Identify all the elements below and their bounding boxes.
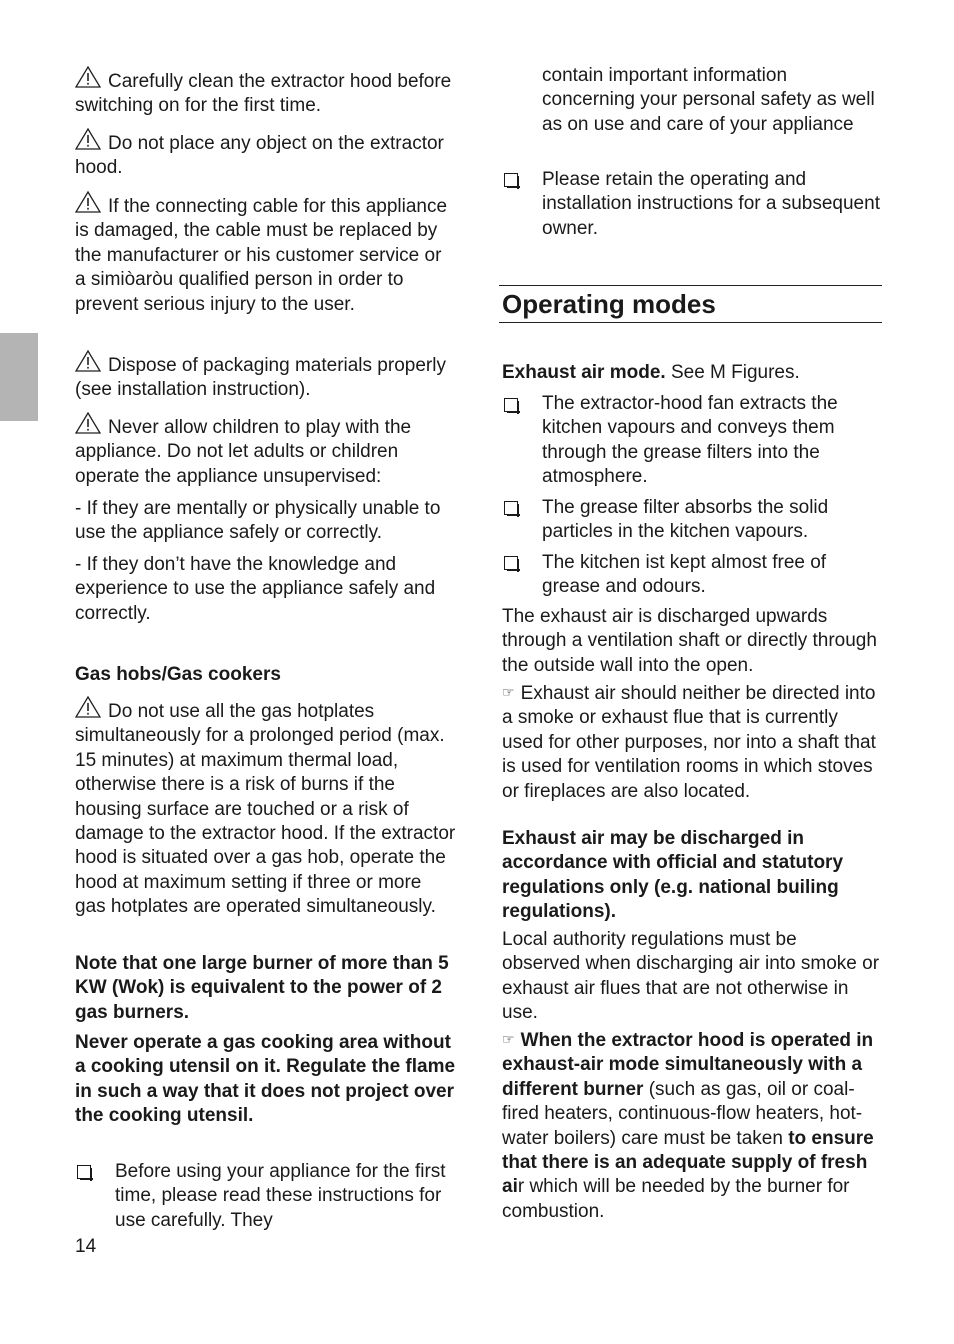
warning-children: Never allow children to play with the appliance. Do not let adults or children operate the appliance unsupervised:	[75, 412, 457, 489]
list-item-text: Please retain the operating and installation instructions for a subsequent owner.	[542, 169, 880, 239]
warning-gas-hotplates: Do not use all the gas hotplates simultaneously for a prolonged period (max. 15 minutes) at maximum thermal load, otherwise there is a risk of burns if the housing surface are touched or a risk of damage to the extractor hood. If the extractor hood is situated over a gas hob, operate the hood at maximum setting if three or more gas hotplates are operated simultaneously.	[75, 696, 457, 920]
page-number: 14	[75, 1236, 97, 1257]
checkbox-bullet-icon	[77, 1165, 91, 1179]
list-item-text: The extractor-hood fan extracts the kitchen vapours and conveys them through the grease filters into the atmosphere.	[542, 393, 838, 488]
exhaust-regulations-note: Exhaust air may be discharged in accordance with official and statutory regulations only (e.g. national builing regulations).	[502, 828, 844, 923]
exhaust-air-mode: Exhaust air mode. See M Figures.	[502, 362, 800, 383]
note-wok-burner: Note that one large burner of more than 5 KW (Wok) is equivalent to the power of 2 gas burners.	[75, 953, 449, 1023]
warning-triangle-icon	[75, 412, 101, 434]
condition-mental: - If they are mentally or physically unable to use the appliance safely or correctly.	[75, 498, 441, 544]
section-heading-operating-modes	[499, 285, 882, 323]
list-item-text: The kitchen ist kept almost free of grease and odours.	[542, 552, 827, 598]
checkbox-bullet-icon	[504, 556, 518, 570]
exhaust-discharge-text: The exhaust air is discharged upwards through a ventilation shaft or directly through the outside wall into the open.	[502, 606, 877, 676]
note-cooking-utensil: Never operate a gas cooking area without a cooking utensil on it. Regulate the flame in such a way that it does not project over the cooking utensil.	[75, 1032, 456, 1127]
local-authority-text: Local authority regulations must be observed when discharging air into smoke or exhaust air flues that are not otherwise in use.	[502, 929, 880, 1024]
warning-triangle-icon	[75, 350, 101, 372]
pointing-hand-icon: ☞	[502, 1032, 515, 1048]
warning-clean-hood: Carefully clean the extractor hood before switching on for the first time.	[75, 66, 457, 119]
note-different-burner: ☞ When the extractor hood is operated in exhaust-air mode simultaneously with a different burner (such as gas, oil or coal-fired heaters, continuous-flow heaters, hot-water boilers) care must be taken to ensure that there is an adequate supply of fresh air which will be needed by the burner for combustion.	[502, 1030, 874, 1222]
checkbox-bullet-icon	[504, 501, 518, 515]
side-tab-marker	[0, 333, 38, 421]
pointing-hand-icon: ☞	[502, 685, 515, 701]
checkbox-bullet-icon	[504, 398, 518, 412]
warning-triangle-icon	[75, 66, 101, 88]
section-title: Operating modes	[502, 289, 716, 319]
list-item-text: The grease filter absorbs the solid particles in the kitchen vapours.	[542, 497, 829, 543]
checkbox-bullet-icon	[504, 173, 518, 187]
list-item-continued: contain important information concerning your personal safety as well as on use and care of your appliance	[542, 65, 875, 135]
warning-triangle-icon	[75, 128, 101, 150]
condition-knowledge: - If they don’t have the knowledge and experience to use the appliance safely and correctly.	[75, 554, 436, 624]
warning-damaged-cable: If the connecting cable for this appliance is damaged, the cable must be replaced by the manufacturer or his customer service or a simiòaròu qualified person in order to prevent serious injury to the user.	[75, 191, 457, 317]
warning-triangle-icon	[75, 696, 101, 718]
note-exhaust-flue: ☞ Exhaust air should neither be directed into a smoke or exhaust flue that is currently used for other purposes, nor into a shaft that is used for ventilation rooms in which stoves or fireplaces are also located.	[502, 683, 876, 802]
gas-hobs-heading: Gas hobs/Gas cookers	[75, 664, 281, 685]
warning-triangle-icon	[75, 191, 101, 213]
warning-packaging: Dispose of packaging materials properly (see installation instruction).	[75, 350, 457, 403]
warning-no-objects: Do not place any object on the extractor hood.	[75, 128, 457, 181]
list-item-text: Before using your appliance for the first time, please read these instructions for use carefully. They	[115, 1161, 446, 1231]
